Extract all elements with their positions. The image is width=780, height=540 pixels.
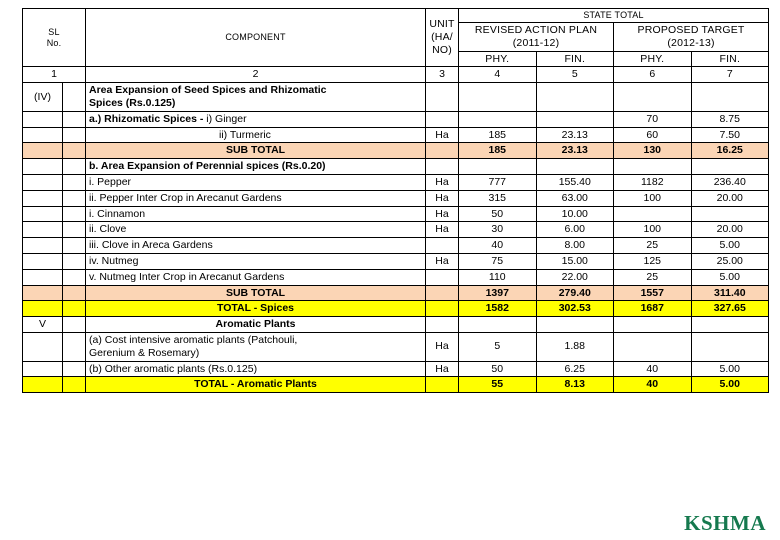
colnum-2: 2 (86, 67, 426, 83)
colnum-4: 4 (459, 67, 537, 83)
cell-fin-revised: 6.25 (536, 361, 614, 377)
header-revised-action-plan (459, 22, 614, 51)
table-row (23, 332, 769, 361)
cell-fin-proposed: 236.40 (691, 174, 769, 190)
cell-phy-revised: 110 (459, 269, 537, 285)
table-row (23, 269, 769, 285)
header-sl-line1: SL (48, 26, 60, 37)
table-row (23, 127, 769, 143)
cell-sl-no (23, 159, 63, 175)
cell-phy-revised: 185 (459, 127, 537, 143)
cell-phy-revised: 75 (459, 253, 537, 269)
table-row (23, 301, 769, 317)
cell-phy-revised: 185 (459, 143, 537, 159)
cell-fin-proposed (691, 332, 769, 361)
cell-phy-revised (459, 317, 537, 333)
cell-component: iii. Clove in Areca Gardens (86, 238, 426, 254)
cell-unit: Ha (426, 222, 459, 238)
cell-sub-index (63, 159, 86, 175)
cell-fin-revised: 279.40 (536, 285, 614, 301)
cell-phy-revised: 55 (459, 377, 537, 393)
cell-fin-proposed: 311.40 (691, 285, 769, 301)
table-row (23, 174, 769, 190)
cell-phy-proposed: 25 (614, 269, 692, 285)
cell-unit (426, 377, 459, 393)
header-sl-line2: No. (46, 37, 62, 48)
cell-sl-no: (IV) (23, 83, 63, 112)
header-phy-revised: PHY. (459, 51, 537, 67)
cell-phy-proposed: 125 (614, 253, 692, 269)
cell-sub-index (63, 317, 86, 333)
cell-fin-proposed (691, 159, 769, 175)
cell-fin-proposed: 5.00 (691, 269, 769, 285)
cell-fin-proposed (691, 83, 769, 112)
cell-component (86, 127, 426, 143)
cell-sub-index (63, 269, 86, 285)
cell-component: ii. Clove (86, 222, 426, 238)
cell-fin-proposed: 20.00 (691, 190, 769, 206)
cell-sub-index (63, 361, 86, 377)
cell-phy-revised (459, 111, 537, 127)
cell-component: TOTAL - Aromatic Plants (86, 377, 426, 393)
cell-phy-revised: 315 (459, 190, 537, 206)
cell-component: Aromatic Plants (86, 317, 426, 333)
budget-table (22, 8, 769, 393)
cell-phy-revised: 777 (459, 174, 537, 190)
cell-sl-no (23, 238, 63, 254)
header-proposed-target (614, 22, 769, 51)
component-line-2: Gerenium & Rosemary) (89, 346, 200, 359)
cell-unit (426, 111, 459, 127)
table-row (23, 206, 769, 222)
cell-phy-revised: 50 (459, 361, 537, 377)
header-state-total: STATE TOTAL (459, 9, 769, 23)
cell-phy-proposed: 70 (614, 111, 692, 127)
cell-phy-proposed: 60 (614, 127, 692, 143)
component-line-1: (a) Cost intensive aromatic plants (Patchouli, (89, 333, 298, 346)
table-row (23, 159, 769, 175)
table-header (23, 9, 769, 83)
cell-sub-index (63, 285, 86, 301)
cell-sl-no (23, 253, 63, 269)
cell-sub-index (63, 332, 86, 361)
colnum-6: 6 (614, 67, 692, 83)
cell-sub-index (63, 222, 86, 238)
table-row (23, 222, 769, 238)
table-row (23, 83, 769, 112)
cell-component: i. Pepper (86, 174, 426, 190)
cell-fin-revised: 6.00 (536, 222, 614, 238)
cell-fin-proposed: 8.75 (691, 111, 769, 127)
cell-fin-proposed (691, 206, 769, 222)
header-proposed-line2: (2012-13) (667, 36, 715, 49)
cell-sl-no (23, 332, 63, 361)
cell-unit: Ha (426, 190, 459, 206)
kshma-logo-text: KSHMA (684, 511, 766, 535)
table-row (23, 190, 769, 206)
cell-phy-proposed: 40 (614, 361, 692, 377)
cell-component: iv. Nutmeg (86, 253, 426, 269)
cell-fin-revised (536, 111, 614, 127)
cell-fin-proposed: 7.50 (691, 127, 769, 143)
cell-component: i. Cinnamon (86, 206, 426, 222)
cell-sl-no (23, 285, 63, 301)
cell-component: v. Nutmeg Inter Crop in Arecanut Gardens (86, 269, 426, 285)
table-row (23, 143, 769, 159)
cell-phy-proposed: 100 (614, 190, 692, 206)
cell-fin-revised: 8.00 (536, 238, 614, 254)
cell-phy-proposed: 130 (614, 143, 692, 159)
table-row (23, 377, 769, 393)
cell-unit: Ha (426, 127, 459, 143)
cell-unit (426, 301, 459, 317)
cell-phy-proposed (614, 332, 692, 361)
cell-sub-index (63, 111, 86, 127)
cell-sl-no (23, 301, 63, 317)
cell-unit: Ha (426, 206, 459, 222)
cell-unit (426, 238, 459, 254)
cell-fin-revised: 155.40 (536, 174, 614, 190)
cell-fin-revised: 22.00 (536, 269, 614, 285)
cell-fin-proposed: 5.00 (691, 361, 769, 377)
table-row (23, 238, 769, 254)
cell-unit: Ha (426, 174, 459, 190)
header-column-numbers (23, 67, 769, 83)
header-unit-line3: NO) (432, 44, 452, 57)
cell-fin-proposed: 25.00 (691, 253, 769, 269)
cell-sub-index (63, 127, 86, 143)
header-fin-revised: FIN. (536, 51, 614, 67)
cell-fin-proposed (691, 317, 769, 333)
cell-phy-revised: 1397 (459, 285, 537, 301)
table-row (23, 285, 769, 301)
cell-phy-proposed: 1182 (614, 174, 692, 190)
cell-phy-revised: 40 (459, 238, 537, 254)
header-phy-proposed: PHY. (614, 51, 692, 67)
header-unit-line2: (HA/ (431, 31, 453, 44)
table-row (23, 111, 769, 127)
table-row (23, 361, 769, 377)
cell-component: b. Area Expansion of Perennial spices (Rs.0.20) (86, 159, 426, 175)
cell-sl-no (23, 361, 63, 377)
cell-fin-revised: 23.13 (536, 127, 614, 143)
header-fin-proposed: FIN. (691, 51, 769, 67)
cell-phy-proposed (614, 159, 692, 175)
cell-unit (426, 159, 459, 175)
cell-fin-revised: 1.88 (536, 332, 614, 361)
component-label: a.) Rhizomatic Spices - (89, 112, 204, 125)
cell-sl-no (23, 206, 63, 222)
cell-sl-no (23, 222, 63, 238)
cell-unit (426, 83, 459, 112)
cell-sub-index (63, 83, 86, 112)
cell-component (86, 83, 426, 112)
colnum-7: 7 (691, 67, 769, 83)
header-sl-no (23, 9, 86, 67)
cell-sl-no (23, 111, 63, 127)
colnum-5: 5 (536, 67, 614, 83)
header-row-1 (23, 9, 769, 23)
cell-phy-revised: 1582 (459, 301, 537, 317)
component-line-1: Area Expansion of Seed Spices and Rhizomatic (89, 84, 327, 97)
cell-phy-revised (459, 159, 537, 175)
cell-phy-proposed: 1687 (614, 301, 692, 317)
cell-phy-proposed (614, 83, 692, 112)
cell-sub-index (63, 143, 86, 159)
colnum-1: 1 (23, 67, 86, 83)
cell-sl-no (23, 174, 63, 190)
header-revised-line1: REVISED ACTION PLAN (474, 23, 598, 36)
cell-sl-no (23, 269, 63, 285)
cell-fin-revised: 302.53 (536, 301, 614, 317)
cell-component (86, 332, 426, 361)
cell-fin-revised: 15.00 (536, 253, 614, 269)
cell-fin-proposed: 20.00 (691, 222, 769, 238)
cell-phy-proposed: 25 (614, 238, 692, 254)
header-component: COMPONENT (86, 9, 426, 67)
cell-unit (426, 269, 459, 285)
cell-sub-index (63, 301, 86, 317)
cell-unit (426, 285, 459, 301)
cell-component: ii. Pepper Inter Crop in Arecanut Gardens (86, 190, 426, 206)
cell-sub-index (63, 174, 86, 190)
cell-phy-proposed (614, 206, 692, 222)
cell-phy-proposed (614, 317, 692, 333)
cell-sub-index (63, 253, 86, 269)
cell-phy-proposed: 40 (614, 377, 692, 393)
cell-sub-index (63, 190, 86, 206)
cell-component (86, 111, 426, 127)
cell-fin-revised (536, 83, 614, 112)
cell-sl-no (23, 127, 63, 143)
cell-fin-proposed: 327.65 (691, 301, 769, 317)
cell-fin-revised: 63.00 (536, 190, 614, 206)
cell-component: TOTAL - Spices (86, 301, 426, 317)
cell-fin-proposed: 16.25 (691, 143, 769, 159)
header-proposed-line1: PROPOSED TARGET (637, 23, 745, 36)
header-revised-line2: (2011-12) (512, 36, 560, 49)
cell-unit: Ha (426, 253, 459, 269)
header-unit (426, 9, 459, 67)
cell-component: SUB TOTAL (86, 285, 426, 301)
cell-fin-revised: 23.13 (536, 143, 614, 159)
colnum-3: 3 (426, 67, 459, 83)
component-sub-item: i) Ginger (203, 112, 247, 125)
cell-fin-revised: 10.00 (536, 206, 614, 222)
cell-sub-index (63, 377, 86, 393)
cell-unit: Ha (426, 332, 459, 361)
cell-phy-revised (459, 83, 537, 112)
cell-unit: Ha (426, 361, 459, 377)
cell-fin-revised (536, 159, 614, 175)
header-unit-line1: UNIT (429, 18, 455, 31)
cell-fin-proposed: 5.00 (691, 238, 769, 254)
cell-sl-no (23, 190, 63, 206)
cell-unit (426, 317, 459, 333)
cell-phy-revised: 30 (459, 222, 537, 238)
cell-unit (426, 143, 459, 159)
table-body (23, 83, 769, 393)
cell-fin-revised: 8.13 (536, 377, 614, 393)
cell-sub-index (63, 238, 86, 254)
cell-phy-proposed: 1557 (614, 285, 692, 301)
table-row (23, 317, 769, 333)
cell-sub-index (63, 206, 86, 222)
component-sub-item: ii) Turmeric (219, 128, 271, 141)
cell-phy-revised: 50 (459, 206, 537, 222)
cell-component: (b) Other aromatic plants (Rs.0.125) (86, 361, 426, 377)
cell-sl-no (23, 143, 63, 159)
component-line-2: Spices (Rs.0.125) (89, 96, 176, 109)
cell-sl-no (23, 377, 63, 393)
cell-phy-proposed: 100 (614, 222, 692, 238)
cell-fin-revised (536, 317, 614, 333)
cell-phy-revised: 5 (459, 332, 537, 361)
cell-fin-proposed: 5.00 (691, 377, 769, 393)
cell-sl-no: V (23, 317, 63, 333)
cell-component: SUB TOTAL (86, 143, 426, 159)
table-row (23, 253, 769, 269)
